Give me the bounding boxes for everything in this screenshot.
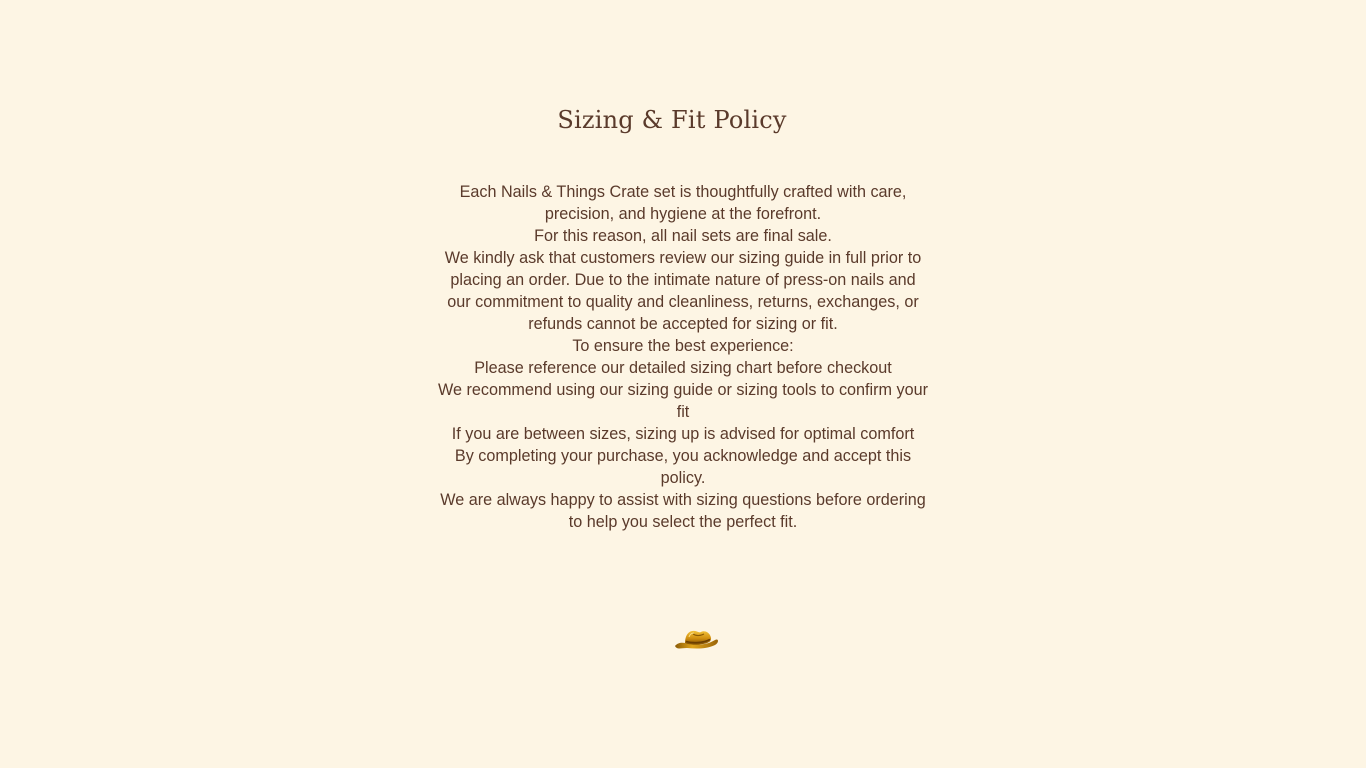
policy-paragraph-size-up: If you are between sizes, sizing up is advised for optimal comfort	[451, 425, 915, 443]
policy-paragraph-intro: Each Nails & Things Crate set is thoughtfully crafted with care, precision, and hygiene at the forefront.	[459, 183, 907, 223]
cowboy-hat-icon	[673, 626, 721, 652]
policy-paragraph-best-experience: To ensure the best experience:	[572, 337, 794, 355]
policy-paragraph-sizing-tools: We recommend using our sizing guide or sizing tools to confirm your fit	[437, 381, 929, 421]
policy-paragraph-final-sale: For this reason, all nail sets are final sale.	[534, 227, 832, 245]
policy-paragraph-review-guide: We kindly ask that customers review our sizing guide in full prior to placing an order. Due to the intimate nature of press-on nails and our commitment to quality and cleanliness, returns, exchanges, or refunds cannot be accepted for sizing or fit.	[444, 249, 922, 333]
policy-paragraph-assist: We are always happy to assist with sizing questions before ordering to help you select the perfect fit.	[440, 491, 926, 531]
page-title: Sizing & Fit Policy	[557, 106, 787, 134]
policy-body	[433, 181, 933, 533]
policy-paragraph-acknowledge: By completing your purchase, you acknowledge and accept this policy.	[454, 447, 912, 487]
policy-paragraph-sizing-chart: Please reference our detailed sizing chart before checkout	[474, 359, 892, 377]
